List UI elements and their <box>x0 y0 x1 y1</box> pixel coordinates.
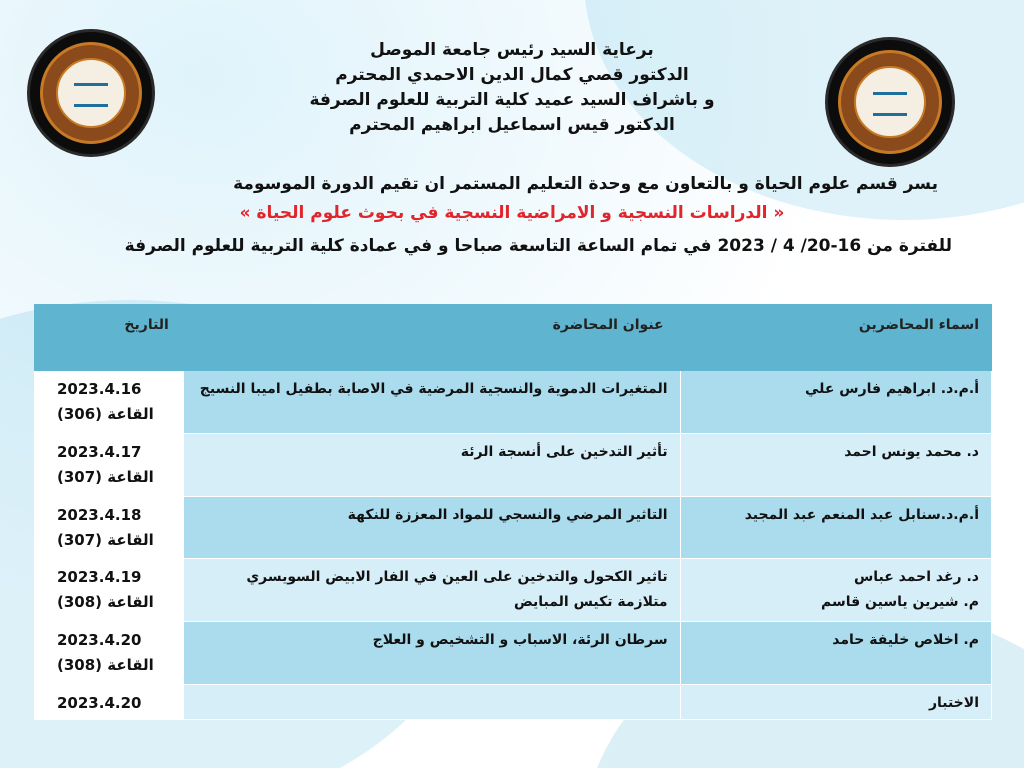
date-cell <box>35 433 184 496</box>
lecturer-cell <box>680 371 991 434</box>
exam-label: الاختبار <box>928 694 979 711</box>
date-cell <box>35 622 184 685</box>
lecturer-name: م. اخلاص خليفة حامد <box>832 632 979 648</box>
lecture-date: 2023.4.16 <box>57 380 142 398</box>
header-line: و باشراف السيد عميد كلية التربية للعلوم الصرفة <box>309 90 715 110</box>
header-date: التاريخ <box>35 305 184 371</box>
lecturer-cell <box>680 684 991 719</box>
lecture-title-cell <box>183 371 680 434</box>
college-seal-icon <box>30 32 152 154</box>
lecture-room: القاعة (307) <box>57 467 154 486</box>
lecturer-cell <box>680 559 991 622</box>
lecturer-name: د. رغد احمد عباس <box>853 569 979 586</box>
lecturer-cell <box>680 496 991 559</box>
lecture-title: سرطان الرئة، الاسباب و التشخيص و العلاج <box>372 632 668 648</box>
lecture-title: التاثير المرضي والنسجي للمواد المعززة للنكهة <box>347 506 668 523</box>
lecturer-cell <box>680 622 991 685</box>
course-title: « الدراسات النسجية و الامراضية النسجية في بحوث علوم الحياة » <box>239 203 785 223</box>
lecture-room: القاعة (306) <box>57 405 154 423</box>
lecture-date: 2023.4.20 <box>57 693 142 712</box>
date-cell <box>35 559 184 622</box>
lecture-room: القاعة (308) <box>57 656 154 674</box>
lecturer-name: أ.م.د.سنابل عبد المنعم عبد المجيد <box>744 506 979 523</box>
lecture-date: 2023.4.20 <box>57 631 142 649</box>
lecture-title-cell <box>183 622 680 685</box>
lecture-title-cell <box>183 559 680 622</box>
lecture-room: القاعة (307) <box>57 530 154 549</box>
lecture-date: 2023.4.19 <box>57 568 142 587</box>
lecture-title: متلازمة تكيس المبايض <box>513 594 668 611</box>
date-cell <box>35 496 184 559</box>
table-header-row <box>35 305 992 371</box>
table-row <box>35 559 992 622</box>
table-row <box>35 371 992 434</box>
schedule-table <box>34 304 992 720</box>
lecturer-name: أ.م.د. ابراهيم فارس علي <box>804 381 979 397</box>
table-row <box>35 684 992 719</box>
header-lecture-title: عنوان المحاضرة <box>183 305 680 371</box>
lecture-date: 2023.4.18 <box>57 505 142 524</box>
lecture-title-cell <box>183 433 680 496</box>
lecture-title: المتغيرات الدموية والنسجية المرضية في الاصابة بطفيل اميبا النسيج <box>199 381 668 397</box>
header-lecturers: اسماء المحاضرين <box>680 305 991 371</box>
date-cell <box>35 371 184 434</box>
lecturer-name: م. شيرين ياسين قاسم <box>820 594 979 611</box>
table-row <box>35 433 992 496</box>
announcement-line: يسر قسم علوم الحياة و بالتعاون مع وحدة التعليم المستمر ان تقيم الدورة الموسومة <box>233 174 938 194</box>
table-row <box>35 622 992 685</box>
lecture-room: القاعة (308) <box>57 593 154 612</box>
lecture-date: 2023.4.17 <box>57 442 142 461</box>
lecturer-cell <box>680 433 991 496</box>
lecture-title: تاثير الكحول والتدخين على العين في الفار الابيض السويسري <box>246 569 668 586</box>
table-row <box>35 496 992 559</box>
header-line: الدكتور قصي كمال الدين الاحمدي المحترم <box>335 65 689 85</box>
period-line: للفترة من 16-20/ 4 / 2023 في تمام الساعة التاسعة صباحا و في عمادة كلية التربية للعلوم الصرفة <box>124 236 952 256</box>
patronage-header <box>140 38 884 138</box>
header-line: الدكتور قيس اسماعيل ابراهيم المحترم <box>349 115 675 135</box>
lecturer-name: د. محمد يونس احمد <box>844 443 979 460</box>
header-line: برعاية السيد رئيس جامعة الموصل <box>370 40 654 60</box>
lecture-title-cell <box>183 684 680 719</box>
lecture-title: تأثير التدخين على أنسجة الرئة <box>460 443 668 460</box>
lecture-title-cell <box>183 496 680 559</box>
date-cell <box>35 684 184 719</box>
